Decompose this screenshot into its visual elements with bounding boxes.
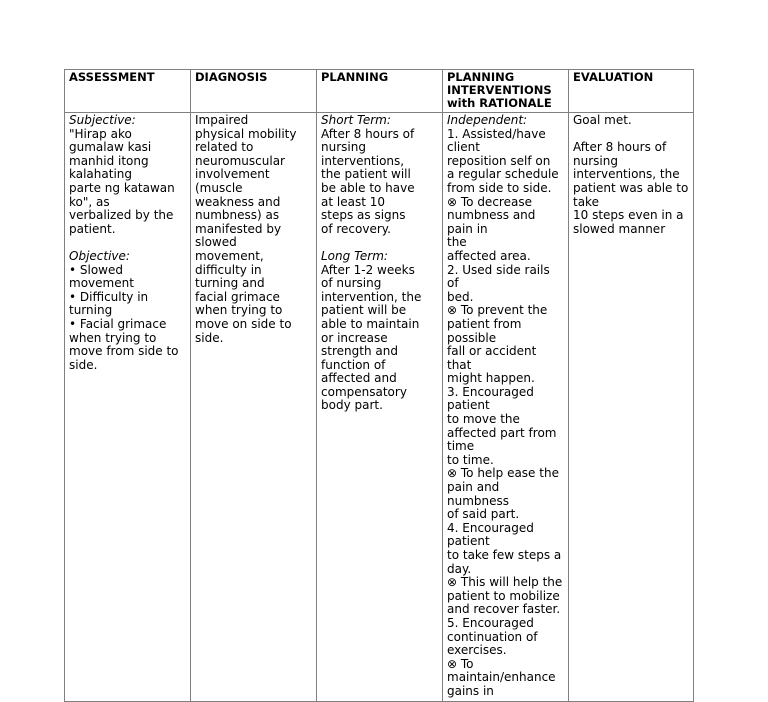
text-line: nursing	[573, 153, 618, 168]
text-line: or increase	[321, 330, 388, 345]
header-diagnosis	[191, 70, 317, 113]
text-line: gumalaw kasi	[69, 140, 152, 155]
text-line: of recovery.	[321, 221, 391, 236]
text-line: bed.	[447, 289, 474, 304]
long-term-text	[321, 264, 438, 414]
subjective-label: Subjective:	[69, 113, 136, 127]
header-assessment-text: ASSESSMENT	[69, 70, 155, 84]
text-line: a regular schedule	[447, 167, 559, 182]
text-line: ⊗ To maintain/enhance	[447, 656, 556, 685]
text-line: patient.	[69, 221, 116, 236]
text-line: pain and numbness	[447, 480, 510, 508]
text-line: After 1-2 weeks	[321, 262, 415, 277]
evaluation-goal: Goal met.	[573, 113, 632, 127]
text-line: interventions, the	[573, 167, 680, 182]
header-interventions-line: PLANNING	[447, 70, 515, 84]
evaluation-text	[573, 141, 689, 236]
text-line: manhid itong	[69, 153, 149, 168]
objective-label: Objective:	[69, 248, 130, 263]
header-diagnosis-text: DIAGNOSIS	[195, 70, 268, 84]
text-line: 3. Encouraged patient	[447, 384, 534, 413]
header-interventions-line: with RATIONALE	[447, 96, 552, 110]
text-line: take	[573, 194, 599, 209]
text-line: reposition self on	[447, 153, 551, 168]
text-line: might happen.	[447, 371, 535, 386]
text-line: • Facial grimace	[69, 316, 167, 331]
assessment-cell	[65, 113, 191, 702]
diagnosis-cell	[191, 113, 317, 702]
text-line: 1. Assisted/have client	[447, 126, 546, 155]
text-line: ⊗ This will help the	[447, 575, 563, 590]
text-line: when trying to	[69, 330, 157, 345]
text-line: verbalized by the	[69, 208, 174, 223]
body-row	[65, 113, 694, 702]
short-term-text	[321, 128, 438, 237]
text-line: the	[447, 235, 467, 250]
text-line: slowed	[195, 235, 237, 250]
text-line: (muscle	[195, 180, 243, 195]
diagnosis-text	[195, 114, 312, 345]
text-line: affected and	[321, 371, 397, 386]
text-line: 10 steps even in a	[573, 208, 684, 223]
text-line: strength and	[321, 344, 398, 359]
text-line: side.	[195, 330, 224, 345]
header-interventions-line: INTERVENTIONS	[447, 83, 552, 97]
text-line: of nursing	[321, 276, 382, 291]
text-line: intervention, the	[321, 289, 422, 304]
text-line: and recover faster.	[447, 602, 561, 617]
text-line: exercises.	[447, 643, 507, 658]
text-line: • Slowed	[69, 262, 123, 277]
text-line: function of	[321, 357, 386, 372]
text-line: at least 10	[321, 194, 385, 209]
text-line: involvement	[195, 167, 270, 182]
text-line: parte ng katawan	[69, 180, 175, 195]
text-line: "Hirap ako	[69, 126, 132, 141]
text-line: 2. Used side rails of	[447, 262, 550, 291]
text-line: nursing	[321, 140, 366, 155]
header-evaluation	[569, 70, 694, 113]
text-line: related to	[195, 140, 254, 155]
short-term-label: Short Term:	[321, 113, 391, 127]
header-interventions	[443, 70, 569, 113]
header-evaluation-text: EVALUATION	[573, 70, 654, 84]
interventions-cell	[443, 113, 569, 702]
text-line: affected area.	[447, 248, 531, 263]
header-planning-text: PLANNING	[321, 70, 389, 84]
text-line: patient will be	[321, 303, 407, 318]
text-line: numbness and pain in	[447, 208, 536, 236]
text-line: 5. Encouraged	[447, 615, 534, 630]
text-line: interventions,	[321, 153, 405, 168]
text-line: turning and	[195, 276, 265, 291]
interventions-text	[447, 128, 564, 699]
header-row	[65, 70, 694, 113]
text-line: from side to side.	[447, 180, 552, 195]
text-line: movement	[69, 276, 134, 291]
text-line: steps as signs	[321, 208, 406, 223]
header-assessment	[65, 70, 191, 113]
text-line: patient from possible	[447, 316, 522, 345]
text-line: move on side to	[195, 316, 292, 331]
text-line: ⊗ To decrease	[447, 194, 532, 209]
long-term-label: Long Term:	[321, 248, 388, 263]
text-line: slowed manner	[573, 221, 666, 236]
text-line: turning	[69, 303, 113, 318]
text-line: physical mobility	[195, 126, 297, 141]
text-line: side.	[69, 357, 98, 372]
text-line: body part.	[321, 398, 383, 413]
text-line: when trying to	[195, 303, 283, 318]
text-line: to time.	[447, 452, 494, 467]
independent-label: Independent:	[447, 113, 528, 127]
text-line: compensatory	[321, 384, 407, 399]
text-line: continuation of	[447, 629, 538, 644]
text-line: able to maintain	[321, 316, 420, 331]
text-line: fall or accident that	[447, 344, 537, 372]
text-line: Impaired	[195, 113, 249, 127]
text-line: ko", as	[69, 194, 110, 209]
subjective-text	[69, 128, 186, 237]
text-line: numbness) as	[195, 208, 280, 223]
text-line: ⊗ To prevent the	[447, 303, 548, 318]
text-line: of said part.	[447, 507, 520, 522]
text-line: After 8 hours of	[573, 140, 667, 155]
text-line: patient to mobilize	[447, 588, 560, 603]
text-line: manifested by	[195, 221, 282, 236]
text-line: movement,	[195, 248, 264, 263]
header-planning	[317, 70, 443, 113]
evaluation-cell	[569, 113, 694, 702]
objective-text	[69, 264, 186, 373]
text-line: After 8 hours of	[321, 126, 415, 141]
text-line: kalahating	[69, 167, 132, 182]
text-line: the patient will	[321, 167, 411, 182]
planning-cell	[317, 113, 443, 702]
text-line: difficulty in	[195, 262, 262, 277]
text-line: 4. Encouraged patient	[447, 520, 534, 549]
text-line: gains in	[447, 683, 494, 698]
text-line: move from side to	[69, 344, 179, 359]
text-line: to move the	[447, 412, 520, 427]
text-line: patient was able to	[573, 180, 689, 195]
nursing-care-plan-table	[64, 69, 694, 702]
text-line: ⊗ To help ease the	[447, 466, 559, 481]
text-line: day.	[447, 561, 472, 576]
text-line: to take few steps a	[447, 548, 562, 562]
text-line: • Difficulty in	[69, 289, 149, 304]
text-line: be able to have	[321, 180, 415, 195]
text-line: facial grimace	[195, 289, 280, 304]
text-line: affected part from time	[447, 425, 557, 454]
text-line: weakness and	[195, 194, 281, 209]
text-line: neuromuscular	[195, 153, 285, 168]
